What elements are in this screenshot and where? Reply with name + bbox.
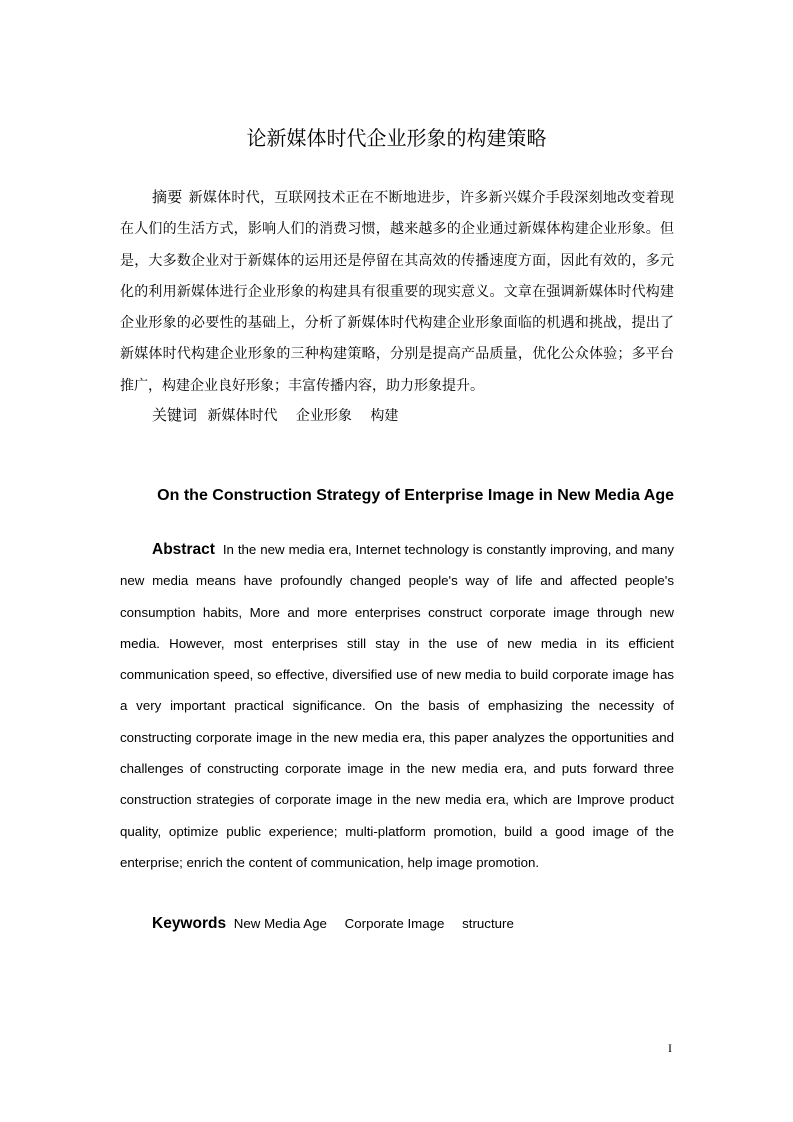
chinese-title: 论新媒体时代企业形象的构建策略 bbox=[246, 126, 547, 150]
english-abstract bbox=[120, 534, 674, 878]
chinese-keyword-3: 构建 bbox=[370, 408, 399, 424]
english-title: On the Construction Strategy of Enterprise Image in New Media Age bbox=[157, 487, 674, 504]
chinese-keyword-2: 企业形象 bbox=[295, 408, 352, 424]
english-keyword-1: New Media Age bbox=[233, 916, 327, 931]
english-abstract-label: Abstract bbox=[152, 541, 215, 558]
chinese-keywords-label: 关键词 bbox=[152, 406, 198, 424]
english-keywords-label: Keywords bbox=[152, 915, 227, 932]
chinese-abstract bbox=[120, 182, 674, 402]
page-number: I bbox=[668, 1041, 672, 1055]
chinese-abstract-text: 新媒体时代，互联网技术正在不断地进步，许多新兴媒介手段深刻地改变着现在人们的生活方式，影响人们的消费习惯，越来越多的企业通过新媒体构建企业形象。但是，大多数企业对于新媒体的运用还是停留在其高效的传播速度方面，因此有效的，多元化的利用新媒体进行企业形象的构建具有很重要的现实意义。文章在强调新媒体时代构建企业形象的必要性的基础上，分析了新媒体时代构建企业形象面临的机遇和挑战，提出了新媒体时代构建企业形象的三种构建策略，分别是提高产品质量，优化公众体验；多平台推广，构建企业良好形象；丰富传播内容，助力形象提升。 bbox=[120, 190, 674, 394]
chinese-keywords bbox=[152, 401, 412, 430]
english-keyword-3: structure bbox=[462, 916, 514, 931]
chinese-abstract-label: 摘要 bbox=[152, 188, 183, 206]
english-abstract-text: In the new media era, Internet technology is constantly improving, and many new media means have profoundly changed people's way of life and affected people's consumption habits, More and more enterprises construct corporate image through new media. However, most enterprises still stay in the use of new media in its efficient communication speed, so effective, diversified use of new media to build corporate image has a very important practical significance. On the basis of emphasizing the necessity of constructing corporate image in the new media era, this paper analyzes the opportunities and challenges of constructing corporate image in the new media era, and puts forward three construction strategies of corporate image in the new media era, which are Improve product quality, optimize public experience; multi-platform promotion, build a good image of the enterprise; enrich the content of communication, help image promotion. bbox=[120, 542, 674, 870]
english-keyword-2: Corporate Image bbox=[344, 916, 445, 931]
english-keywords bbox=[152, 910, 528, 938]
chinese-keyword-1: 新媒体时代 bbox=[207, 408, 278, 424]
